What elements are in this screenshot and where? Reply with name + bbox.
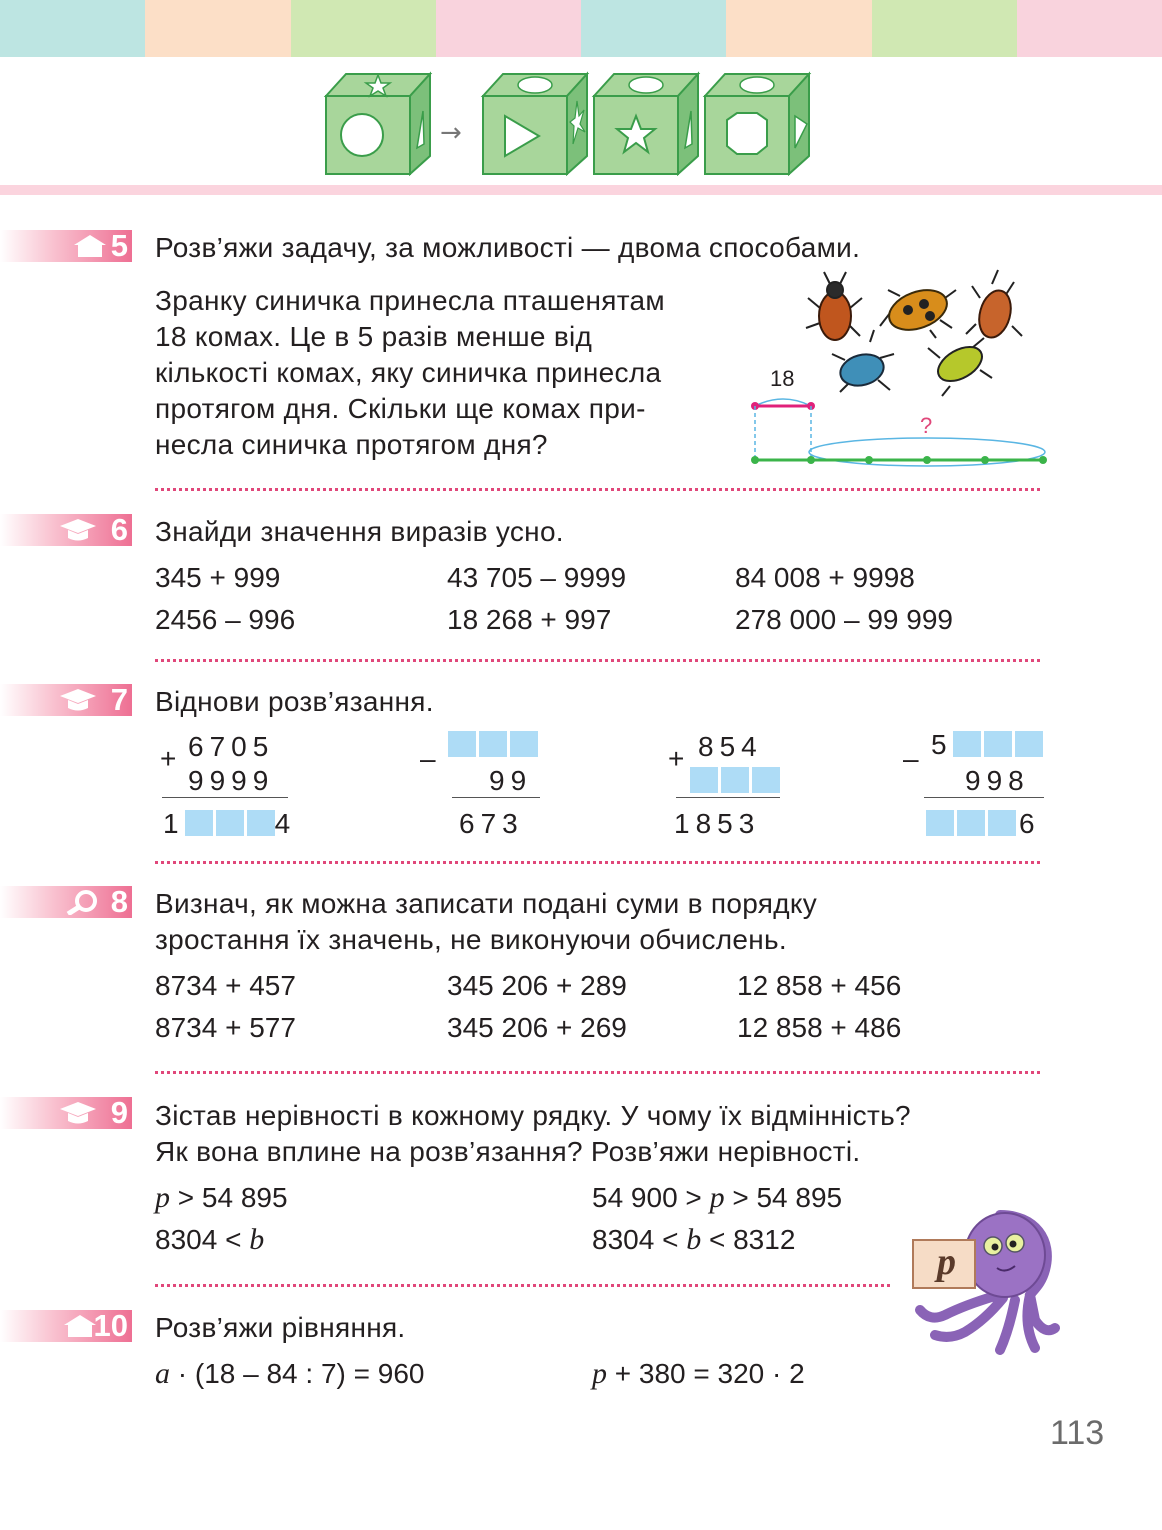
missing-digit-box[interactable]	[185, 810, 213, 836]
inequality-part: 54 900 >	[592, 1182, 710, 1213]
octopus-card-letter: p	[937, 1241, 956, 1283]
cubes-illustration	[320, 66, 820, 176]
missing-digit-box[interactable]	[448, 731, 476, 757]
expression: 8734 + 457	[155, 970, 296, 1001]
color-block	[1017, 0, 1162, 57]
task-title: Розв’яжи рівняння.	[155, 1312, 406, 1343]
cube-icon	[483, 74, 587, 174]
problem-line: протягом дня. Скільки ще комах при-	[155, 393, 646, 424]
missing-digit-box[interactable]	[216, 810, 244, 836]
expression: 8734 + 577	[155, 1012, 296, 1043]
inequality-rest: > 54 895	[170, 1182, 288, 1213]
task-title-line: зростання їх значень, не виконуючи обчислень.	[155, 924, 787, 955]
problem-line: кількості комах, яку синичка принесла	[155, 357, 662, 388]
missing-digit-box[interactable]	[721, 767, 749, 793]
task-title-line: Як вона вплине на розв’язання? Розв’яжи нерівності.	[155, 1136, 861, 1167]
missing-digit-box[interactable]	[988, 810, 1016, 836]
page-number: 113	[1050, 1414, 1105, 1452]
operation-sign: +	[668, 743, 691, 774]
variable: p	[155, 1181, 170, 1214]
result	[926, 807, 1041, 841]
expression: 43 705 – 9999	[447, 562, 627, 593]
minuend	[931, 728, 1046, 762]
expression: 345 206 + 289	[447, 970, 627, 1001]
beetle-icon	[880, 283, 956, 337]
equation	[592, 1353, 805, 1395]
equation	[155, 1353, 425, 1395]
expression: 18 268 + 997	[447, 604, 612, 635]
result	[163, 807, 296, 841]
graduation-cap-icon	[58, 517, 98, 543]
missing-digit-box[interactable]	[1015, 731, 1043, 757]
cube-icon	[326, 74, 430, 174]
dotted-separator	[155, 488, 1040, 491]
missing-digit-box[interactable]	[479, 731, 507, 757]
task-number: 8	[110, 884, 128, 919]
missing-digit-box[interactable]	[690, 767, 718, 793]
result: 673	[459, 808, 524, 839]
subtrahend: 998	[965, 765, 1030, 796]
operation-sign: –	[420, 743, 442, 774]
variable: b	[249, 1223, 265, 1256]
addend: 9999	[188, 765, 275, 796]
task-title: Віднови розв’язання.	[155, 686, 434, 717]
expression: 12 858 + 486	[737, 1012, 902, 1043]
magnifier-icon	[62, 889, 102, 915]
problem-line: несла синичка протягом дня?	[155, 429, 548, 460]
task-title: Знайди значення виразів усно.	[155, 516, 564, 547]
addend: 6705	[188, 731, 275, 762]
variable: b	[686, 1223, 702, 1256]
task-badge	[0, 684, 132, 716]
color-block	[436, 0, 581, 57]
graduation-cap-icon	[58, 1100, 98, 1126]
cube-icon	[705, 74, 809, 174]
missing-digit-box[interactable]	[247, 810, 275, 836]
task-number: 7	[110, 682, 128, 717]
operation-sign: –	[903, 743, 925, 774]
task-badge	[0, 1097, 132, 1129]
graduation-cap-icon	[58, 687, 98, 713]
result-digit: 6	[1019, 808, 1041, 839]
svg-text:→: →	[440, 118, 462, 148]
task-title-line: Зістав нерівності в кожному рядку. У чому їх відмінність?	[155, 1100, 911, 1131]
octopus-illustration	[905, 1210, 1065, 1355]
sum-line	[676, 797, 780, 798]
inequality	[155, 1177, 288, 1219]
task-badge	[0, 1310, 132, 1342]
dotted-separator	[155, 1071, 1040, 1074]
color-block	[726, 0, 871, 57]
variable: p	[709, 1181, 725, 1214]
missing-digit-box[interactable]	[984, 731, 1012, 757]
sum-line	[162, 797, 288, 798]
difference-line	[924, 797, 1044, 798]
task-title: Розв’яжи задачу, за можливості — двома способами.	[155, 232, 861, 263]
beetle-icon	[966, 270, 1022, 341]
result: 1853	[674, 808, 761, 839]
inequality-part: 8304 <	[155, 1224, 250, 1255]
inequality	[592, 1177, 842, 1219]
expression: 345 + 999	[155, 562, 281, 593]
expression: 2456 – 996	[155, 604, 296, 635]
task-badge	[0, 886, 132, 918]
equation-rest: + 380 = 320 · 2	[607, 1358, 805, 1389]
beetles-illustration	[800, 268, 1050, 398]
variable: p	[592, 1357, 607, 1390]
color-block	[291, 0, 436, 57]
dotted-separator	[155, 861, 1040, 864]
minuend-digit: 5	[931, 729, 953, 760]
addend	[690, 764, 783, 798]
variable: a	[155, 1357, 170, 1390]
difference-line	[452, 797, 540, 798]
home-icon	[70, 233, 110, 259]
result-digit: 1	[163, 808, 185, 839]
inequality-part: 8304 <	[592, 1224, 687, 1255]
dotted-separator	[155, 659, 1040, 662]
missing-digit-box[interactable]	[957, 810, 985, 836]
missing-digit-box[interactable]	[752, 767, 780, 793]
cube-icon	[594, 74, 698, 174]
top-color-bar	[0, 0, 1162, 57]
task-number: 9	[110, 1095, 128, 1130]
beetle-icon	[806, 272, 862, 340]
problem-line: Зранку синичка принесла пташенятам	[155, 285, 665, 316]
color-block	[145, 0, 290, 57]
inequality-part: > 54 895	[724, 1182, 843, 1213]
task-badge	[0, 514, 132, 546]
problem-line: 18 комах. Це в 5 разів менше від	[155, 321, 593, 352]
equation-rest: · (18 – 84 : 7) = 960	[170, 1358, 425, 1389]
inequality	[592, 1219, 795, 1261]
beetle-icon	[928, 330, 992, 396]
task-number: 6	[110, 512, 128, 547]
segment-diagram	[745, 392, 1055, 472]
expression: 84 008 + 9998	[735, 562, 915, 593]
task-badge	[0, 230, 132, 262]
addend: 854	[698, 731, 763, 762]
task-title-line: Визнач, як можна записати подані суми в порядку	[155, 888, 818, 919]
color-block	[872, 0, 1017, 57]
missing-digit-box[interactable]	[926, 810, 954, 836]
inequality	[155, 1219, 264, 1261]
task-number: 10	[93, 1308, 128, 1343]
header-divider-strip	[0, 185, 1162, 195]
result-digit: 4	[274, 808, 297, 839]
color-block	[581, 0, 726, 57]
missing-digit-box[interactable]	[953, 731, 981, 757]
color-block	[0, 0, 145, 57]
inequality-part: < 8312	[701, 1224, 796, 1255]
task-number: 5	[110, 228, 128, 263]
dotted-separator	[155, 1284, 890, 1287]
subtrahend: 99	[489, 765, 533, 796]
missing-digit-box[interactable]	[510, 731, 538, 757]
expression: 12 858 + 456	[737, 970, 902, 1001]
diagram-question: ?	[920, 413, 933, 438]
expression: 345 206 + 269	[447, 1012, 627, 1043]
diagram-label-18: 18	[770, 366, 795, 391]
operation-sign: +	[160, 743, 183, 774]
expression: 278 000 – 99 999	[735, 604, 953, 635]
minuend	[448, 728, 541, 762]
